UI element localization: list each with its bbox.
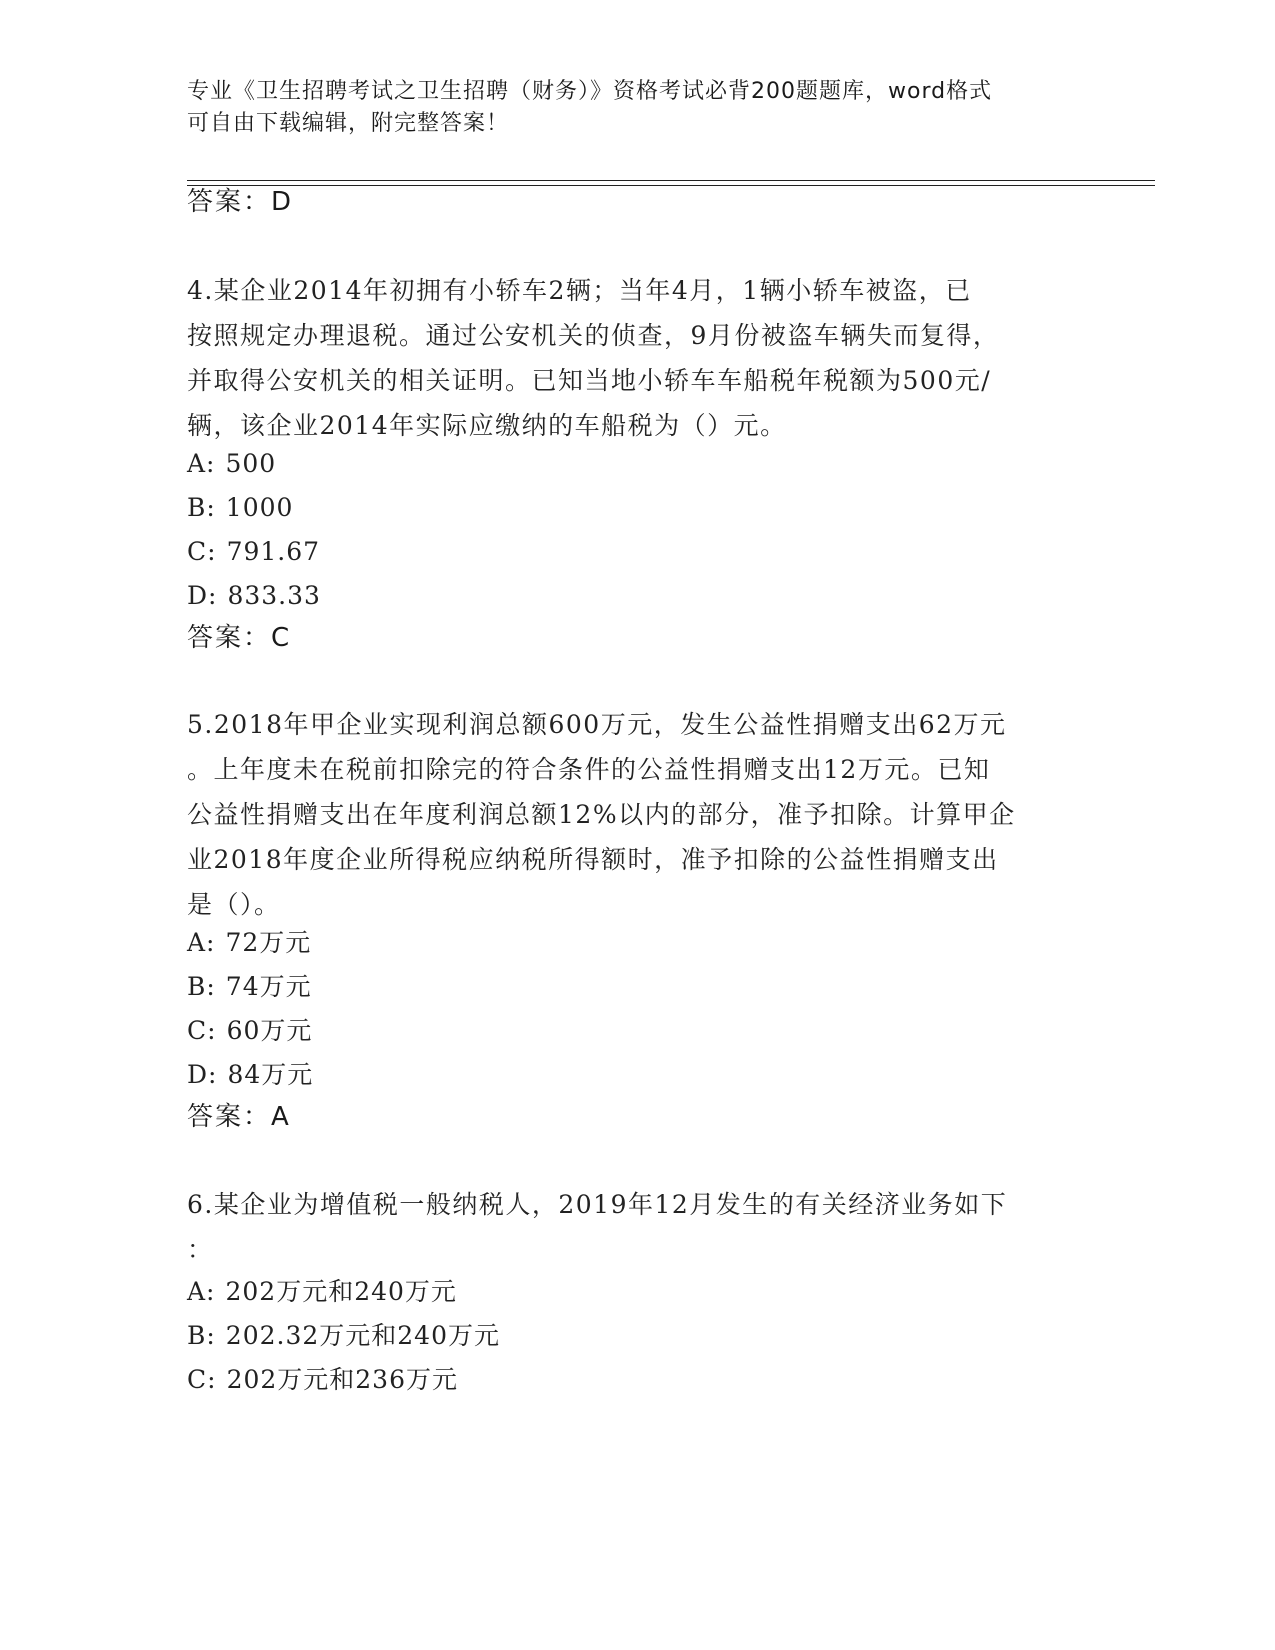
answer-q3: 答案：D bbox=[187, 187, 294, 217]
question-6-line-1: 6.某企业为增值税一般纳税人，2019年12月发生的有关经济业务如下 bbox=[187, 1190, 1008, 1219]
option-text: 84万元 bbox=[227, 1060, 314, 1089]
option-text: 791.67 bbox=[226, 537, 321, 566]
option-5c bbox=[187, 1008, 312, 1053]
question-4-line-3: 并取得公安机关的相关证明。已知当地小轿车车船税年税额为500元/ bbox=[187, 366, 992, 395]
header-line-1: 专业《卫生招聘考试之卫生招聘（财务）》资格考试必背200题题库，word格式 bbox=[187, 79, 993, 104]
option-letter: C: bbox=[187, 1016, 217, 1045]
option-text: 202.32万元和240万元 bbox=[225, 1321, 500, 1350]
question-5-line-2: 。上年度未在税前扣除完的符合条件的公益性捐赠支出12万元。已知 bbox=[187, 755, 991, 784]
option-letter: C: bbox=[187, 1365, 217, 1394]
option-letter: A: bbox=[187, 928, 216, 957]
option-letter: C: bbox=[187, 537, 217, 566]
option-text: 202万元和236万元 bbox=[226, 1365, 458, 1394]
header-divider-bottom bbox=[187, 185, 1155, 186]
option-letter: B: bbox=[187, 1321, 216, 1350]
question-6 bbox=[187, 1182, 1067, 1272]
option-6c bbox=[187, 1357, 458, 1402]
option-4a bbox=[187, 441, 276, 486]
answer-q4: 答案：C bbox=[187, 623, 292, 653]
question-5 bbox=[187, 702, 1067, 927]
option-text: 833.33 bbox=[227, 581, 321, 610]
option-text: 202万元和240万元 bbox=[225, 1277, 457, 1306]
question-4-line-4: 辆，该企业2014年实际应缴纳的车船税为（）元。 bbox=[187, 411, 787, 440]
option-letter: D: bbox=[187, 581, 218, 610]
option-6a bbox=[187, 1269, 457, 1314]
option-text: 1000 bbox=[225, 493, 294, 522]
question-4-line-1: 4.某企业2014年初拥有小轿车2辆；当年4月，1辆小轿车被盗，已 bbox=[187, 276, 972, 305]
option-letter: B: bbox=[187, 972, 216, 1001]
question-4-line-2: 按照规定办理退税。通过公安机关的侦查，9月份被盗车辆失而复得， bbox=[187, 321, 1000, 350]
option-5a bbox=[187, 920, 311, 965]
option-letter: D: bbox=[187, 1060, 218, 1089]
question-5-line-4: 业2018年度企业所得税应纳税所得额时，准予扣除的公益性捐赠支出 bbox=[187, 845, 999, 874]
option-5b bbox=[187, 964, 312, 1009]
question-5-line-1: 5.2018年甲企业实现利润总额600万元，发生公益性捐赠支出62万元 bbox=[187, 710, 1007, 739]
option-5d bbox=[187, 1052, 313, 1097]
header-divider-top bbox=[187, 180, 1155, 181]
option-4c bbox=[187, 529, 320, 574]
document-header bbox=[187, 76, 1087, 140]
header-line-2: 可自由下载编辑，附完整答案！ bbox=[187, 111, 510, 136]
option-letter: A: bbox=[187, 449, 216, 478]
question-5-line-3: 公益性捐赠支出在年度利润总额12%以内的部分，准予扣除。计算甲企 bbox=[187, 800, 1016, 829]
option-6b bbox=[187, 1313, 500, 1358]
option-4b bbox=[187, 485, 293, 530]
option-text: 74万元 bbox=[225, 972, 312, 1001]
option-text: 60万元 bbox=[226, 1016, 313, 1045]
question-6-line-2: ： bbox=[187, 1235, 214, 1264]
option-text: 72万元 bbox=[225, 928, 312, 957]
option-4d bbox=[187, 573, 321, 618]
option-letter: B: bbox=[187, 493, 216, 522]
answer-q5: 答案：A bbox=[187, 1102, 291, 1132]
option-text: 500 bbox=[225, 449, 277, 478]
option-letter: A: bbox=[187, 1277, 216, 1306]
question-5-line-5: 是（）。 bbox=[187, 890, 281, 919]
question-4 bbox=[187, 268, 1067, 448]
